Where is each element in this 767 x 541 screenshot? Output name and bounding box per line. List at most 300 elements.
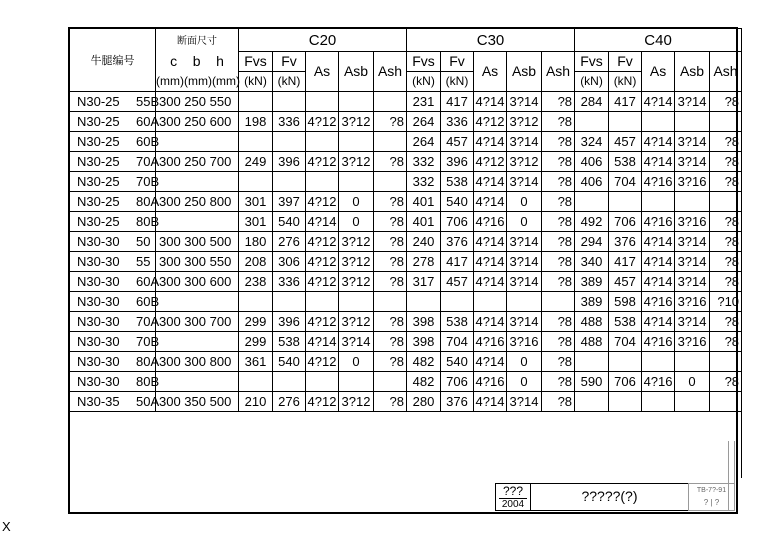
value-cell-c40-ash: ?8 [710, 212, 742, 232]
value-cell-c20-ash: ?8 [374, 312, 407, 332]
value-cell-c20-asb: 3?12 [339, 232, 374, 252]
value-cell-c30-fvs: 317 [407, 272, 441, 292]
value-cell-c20-asb: 3?12 [339, 392, 374, 412]
value-cell-c40-fv: 457 [609, 272, 642, 292]
value-cell-c40-as: 4?16 [642, 332, 675, 352]
table-row [70, 112, 742, 132]
title-code-year: 2004 [499, 498, 527, 510]
corbel-id: N30-30 [77, 234, 120, 249]
value-cell-c20-fvs [239, 92, 273, 112]
section-size-label: 断面尺寸 [177, 35, 217, 47]
corbel-id-cell [70, 212, 160, 232]
value-cell-c20-ash: ?8 [374, 272, 407, 292]
value-cell-c20-fv [273, 132, 306, 152]
value-cell-c40-ash: ?8 [710, 272, 742, 292]
value-cell-c20-as: 4?14 [306, 212, 339, 232]
value-cell-c30-ash: ?8 [542, 92, 575, 112]
value-cell-c20-ash [374, 132, 407, 152]
corbel-suffix: 80A [136, 354, 160, 369]
corbel-id-cell [70, 172, 160, 192]
value-cell-c30-fvs: 401 [407, 212, 441, 232]
col-asb-c30: Asb [507, 52, 542, 92]
value-cell-c30-fvs: 398 [407, 332, 441, 352]
value-cell-c20-ash [374, 292, 407, 312]
value-cell-c30-asb: 3?12 [507, 152, 542, 172]
corbel-id: N30-30 [77, 374, 120, 389]
corbel-id: N30-25 [77, 114, 120, 129]
value-cell-c30-fvs: 332 [407, 152, 441, 172]
value-cell-c30-fvs: 398 [407, 312, 441, 332]
value-cell-c30-fv: 417 [441, 252, 474, 272]
sheet-code: TB-7?-91 [696, 487, 727, 494]
value-cell-c40-asb: 3?14 [675, 92, 710, 112]
value-cell-c20-fv: 538 [273, 332, 306, 352]
corbel-id: N30-30 [77, 274, 120, 289]
value-cell-c40-fv [609, 112, 642, 132]
corbel-id: N30-30 [77, 334, 120, 349]
value-cell-c40-fvs: 294 [575, 232, 609, 252]
value-cell-c20-fv: 396 [273, 312, 306, 332]
section-dims-cell: 300 250 700 [156, 152, 239, 172]
table-row [70, 272, 742, 292]
value-cell-c30-asb: 3?14 [507, 252, 542, 272]
corbel-id: N30-30 [77, 294, 120, 309]
value-cell-c30-as: 4?16 [474, 212, 507, 232]
value-cell-c20-fvs: 301 [239, 192, 273, 212]
corbel-id-cell [70, 352, 160, 372]
value-cell-c20-fvs [239, 172, 273, 192]
section-dims-cell [156, 172, 239, 192]
value-cell-c40-fv: 538 [609, 312, 642, 332]
value-cell-c40-fv: 704 [609, 332, 642, 352]
value-cell-c20-fvs: 299 [239, 332, 273, 352]
value-cell-c20-asb: 3?14 [339, 332, 374, 352]
value-cell-c40-ash: ?8 [710, 92, 742, 112]
corbel-id-cell [70, 332, 160, 352]
value-cell-c40-fv: 706 [609, 372, 642, 392]
value-cell-c30-asb: 3?14 [507, 272, 542, 292]
col-ash-c40: Ash [710, 52, 742, 92]
section-dims-cell [156, 212, 239, 232]
value-cell-c40-as: 4?14 [642, 272, 675, 292]
unit-fv-c30: (kN) [441, 72, 474, 92]
value-cell-c30-as: 4?14 [474, 132, 507, 152]
header-row-grades [70, 29, 742, 52]
value-cell-c40-fvs: 284 [575, 92, 609, 112]
value-cell-c30-ash: ?8 [542, 272, 575, 292]
value-cell-c40-ash: ?8 [710, 372, 742, 392]
corbel-id: N30-25 [77, 194, 120, 209]
corbel-suffix: 50A [136, 394, 160, 409]
corbel-id-cell [70, 392, 160, 412]
table-row [70, 152, 742, 172]
col-asb-c20: Asb [339, 52, 374, 92]
value-cell-c30-asb: 0 [507, 352, 542, 372]
value-cell-c30-as: 4?14 [474, 352, 507, 372]
table-row [70, 92, 742, 112]
col-fvs-c30: Fvs [407, 52, 441, 72]
crop-mark [734, 441, 735, 511]
value-cell-c40-ash: ?8 [710, 172, 742, 192]
value-cell-c20-ash: ?8 [374, 252, 407, 272]
value-cell-c30-asb: 3?14 [507, 312, 542, 332]
value-cell-c30-ash: ?8 [542, 332, 575, 352]
value-cell-c20-fv: 276 [273, 232, 306, 252]
value-cell-c40-asb [675, 392, 710, 412]
value-cell-c20-fvs: 210 [239, 392, 273, 412]
value-cell-c40-ash: ?8 [710, 152, 742, 172]
table-row [70, 352, 742, 372]
value-cell-c40-asb [675, 112, 710, 132]
dim-h: h [216, 53, 224, 69]
value-cell-c40-asb: 3?14 [675, 152, 710, 172]
value-cell-c20-fvs: 208 [239, 252, 273, 272]
value-cell-c40-fvs: 492 [575, 212, 609, 232]
value-cell-c30-ash: ?8 [542, 192, 575, 212]
value-cell-c20-fvs: 299 [239, 312, 273, 332]
value-cell-c40-fvs [575, 112, 609, 132]
value-cell-c40-as: 4?16 [642, 372, 675, 392]
unit-b: (mm) [183, 73, 212, 88]
value-cell-c20-asb [339, 172, 374, 192]
dims-letters [156, 52, 239, 72]
value-cell-c20-as: 4?12 [306, 152, 339, 172]
value-cell-c40-fvs [575, 392, 609, 412]
value-cell-c20-ash: ?8 [374, 352, 407, 372]
value-cell-c40-fv: 706 [609, 212, 642, 232]
value-cell-c20-ash: ?8 [374, 152, 407, 172]
value-cell-c20-as [306, 172, 339, 192]
value-cell-c20-fvs [239, 292, 273, 312]
value-cell-c30-ash: ?8 [542, 112, 575, 132]
value-cell-c40-as [642, 112, 675, 132]
crop-mark [728, 441, 729, 511]
value-cell-c20-as [306, 372, 339, 392]
value-cell-c30-fv: 706 [441, 372, 474, 392]
section-dims-cell: 300 300 600 [156, 272, 239, 292]
corbel-suffix: 80B [136, 214, 160, 229]
corbel-id-cell [70, 272, 160, 292]
header-row-cols [70, 52, 742, 72]
value-cell-c40-fvs [575, 352, 609, 372]
value-cell-c30-ash: ?8 [542, 172, 575, 192]
title-block [495, 483, 735, 511]
corbel-suffix: 70A [136, 314, 160, 329]
corbel-suffix: 60A [136, 274, 160, 289]
value-cell-c40-as: 4?14 [642, 132, 675, 152]
value-cell-c20-as: 4?14 [306, 332, 339, 352]
corbel-id-cell [70, 252, 156, 272]
value-cell-c40-ash [710, 112, 742, 132]
value-cell-c20-asb: 3?12 [339, 252, 374, 272]
corbel-id: N30-25 [77, 174, 120, 189]
value-cell-c30-ash: ?8 [542, 252, 575, 272]
corbel-suffix: 55 [136, 254, 151, 269]
value-cell-c30-ash: ?8 [542, 212, 575, 232]
value-cell-c30-asb: 3?14 [507, 92, 542, 112]
corbel-id: N30-30 [77, 314, 120, 329]
corbel-id: N30-25 [77, 154, 120, 169]
corbel-id-cell [70, 112, 160, 132]
value-cell-c40-fvs: 488 [575, 332, 609, 352]
value-cell-c40-fvs: 590 [575, 372, 609, 392]
value-cell-c20-fvs: 238 [239, 272, 273, 292]
value-cell-c30-fv: 540 [441, 192, 474, 212]
col-ash-c20: Ash [374, 52, 407, 92]
value-cell-c40-as: 4?14 [642, 152, 675, 172]
value-cell-c40-asb: 3?14 [675, 312, 710, 332]
value-cell-c20-fv [273, 292, 306, 312]
value-cell-c40-fvs [575, 192, 609, 212]
unit-h: (mm) [211, 73, 240, 88]
value-cell-c30-fv: 417 [441, 92, 474, 112]
value-cell-c20-fvs [239, 372, 273, 392]
value-cell-c30-ash: ?8 [542, 132, 575, 152]
corbel-id: N30-25 [77, 94, 120, 109]
corbel-id: N30-25 [77, 134, 120, 149]
value-cell-c40-as [642, 192, 675, 212]
table-row [70, 192, 742, 212]
value-cell-c40-fvs: 389 [575, 292, 609, 312]
value-cell-c20-asb [339, 372, 374, 392]
corbel-id-label: 牛腿编号 [90, 54, 135, 67]
value-cell-c20-asb: 0 [339, 192, 374, 212]
corbel-suffix: 60A [136, 114, 160, 129]
value-cell-c30-asb [507, 292, 542, 312]
value-cell-c20-fv: 397 [273, 192, 306, 212]
value-cell-c30-asb: 3?16 [507, 332, 542, 352]
value-cell-c40-fv: 457 [609, 132, 642, 152]
value-cell-c20-asb: 3?12 [339, 152, 374, 172]
col-fvs-c40: Fvs [575, 52, 609, 72]
value-cell-c30-fv: 396 [441, 152, 474, 172]
table-row [70, 232, 742, 252]
dim-c: c [170, 53, 178, 69]
value-cell-c20-ash [374, 172, 407, 192]
value-cell-c30-fv: 706 [441, 212, 474, 232]
value-cell-c30-fvs: 280 [407, 392, 441, 412]
value-cell-c40-fv: 538 [609, 152, 642, 172]
value-cell-c40-asb: 3?16 [675, 172, 710, 192]
corbel-id-cell [70, 92, 160, 112]
value-cell-c20-as: 4?12 [306, 252, 339, 272]
value-cell-c30-asb: 0 [507, 192, 542, 212]
drawing-name: ?????(?) [530, 483, 689, 511]
value-cell-c40-asb: 0 [675, 372, 710, 392]
value-cell-c20-ash: ?8 [374, 212, 407, 232]
section-dims-cell: 300 300 550 [156, 252, 239, 272]
value-cell-c20-fvs: 198 [239, 112, 273, 132]
dim-b: b [192, 53, 201, 69]
value-cell-c40-asb: 3?14 [675, 132, 710, 152]
value-cell-c40-as: 4?14 [642, 312, 675, 332]
corbel-suffix: 55B [136, 94, 160, 109]
value-cell-c30-fv [441, 292, 474, 312]
value-cell-c20-as: 4?12 [306, 192, 339, 212]
table-row [70, 372, 742, 392]
value-cell-c20-as: 4?12 [306, 352, 339, 372]
table-row [70, 212, 742, 232]
value-cell-c20-as [306, 92, 339, 112]
value-cell-c40-as: 4?16 [642, 292, 675, 312]
value-cell-c40-as: 4?16 [642, 212, 675, 232]
section-size-header [156, 29, 239, 52]
value-cell-c30-fvs: 401 [407, 192, 441, 212]
value-cell-c20-fvs: 180 [239, 232, 273, 252]
value-cell-c40-fvs: 488 [575, 312, 609, 332]
value-cell-c40-fv: 417 [609, 92, 642, 112]
value-cell-c30-fv: 376 [441, 232, 474, 252]
title-code-top: ??? [502, 484, 524, 498]
value-cell-c20-fv: 540 [273, 212, 306, 232]
corbel-id-header [70, 29, 156, 92]
value-cell-c20-fv: 276 [273, 392, 306, 412]
value-cell-c30-as: 4?14 [474, 272, 507, 292]
value-cell-c20-as: 4?12 [306, 312, 339, 332]
col-as-c20: As [306, 52, 339, 92]
col-as-c40: As [642, 52, 675, 92]
unit-fv-c20: (kN) [273, 72, 306, 92]
section-dims-cell [156, 332, 239, 352]
value-cell-c40-fvs: 406 [575, 172, 609, 192]
corbel-table [69, 28, 742, 478]
value-cell-c30-ash: ?8 [542, 392, 575, 412]
value-cell-c30-fvs: 278 [407, 252, 441, 272]
value-cell-c30-ash: ?8 [542, 152, 575, 172]
value-cell-c20-asb [339, 92, 374, 112]
corbel-suffix: 60B [136, 294, 160, 309]
value-cell-c20-as: 4?12 [306, 392, 339, 412]
section-dims-cell [156, 292, 239, 312]
value-cell-c20-fvs: 301 [239, 212, 273, 232]
value-cell-c30-asb: 3?14 [507, 132, 542, 152]
value-cell-c30-as [474, 292, 507, 312]
value-cell-c40-fv [609, 392, 642, 412]
col-fv-c30: Fv [441, 52, 474, 72]
corbel-id: N30-30 [77, 354, 120, 369]
corbel-suffix: 60B [136, 134, 160, 149]
value-cell-c40-asb: 3?16 [675, 212, 710, 232]
value-cell-c30-as: 4?14 [474, 192, 507, 212]
corbel-id: N30-30 [77, 254, 120, 269]
value-cell-c30-fv: 457 [441, 132, 474, 152]
value-cell-c20-fv: 336 [273, 272, 306, 292]
value-cell-c30-fv: 540 [441, 352, 474, 372]
value-cell-c20-asb: 0 [339, 212, 374, 232]
value-cell-c30-fv: 538 [441, 172, 474, 192]
col-ash-c30: Ash [542, 52, 575, 92]
value-cell-c30-asb: 0 [507, 372, 542, 392]
value-cell-c40-ash: ?8 [710, 232, 742, 252]
value-cell-c30-fvs: 482 [407, 372, 441, 392]
value-cell-c40-fvs: 389 [575, 272, 609, 292]
value-cell-c30-as: 4?12 [474, 112, 507, 132]
value-cell-c20-ash: ?8 [374, 332, 407, 352]
corbel-suffix: 80B [136, 374, 160, 389]
value-cell-c30-ash: ?8 [542, 352, 575, 372]
unit-fvs-c20: (kN) [239, 72, 273, 92]
value-cell-c20-as: 4?12 [306, 232, 339, 252]
value-cell-c20-asb: 0 [339, 352, 374, 372]
section-dims-cell: 300 250 600 [156, 112, 239, 132]
value-cell-c40-ash: ?10 [710, 292, 742, 312]
value-cell-c30-fvs: 264 [407, 132, 441, 152]
value-cell-c20-ash: ?8 [374, 232, 407, 252]
value-cell-c20-fvs: 361 [239, 352, 273, 372]
value-cell-c20-ash: ?8 [374, 192, 407, 212]
value-cell-c20-ash: ?8 [374, 392, 407, 412]
corbel-id-cell [70, 372, 160, 392]
value-cell-c40-fvs: 324 [575, 132, 609, 152]
value-cell-c30-as: 4?14 [474, 92, 507, 112]
value-cell-c30-fv: 336 [441, 112, 474, 132]
value-cell-c40-as: 4?14 [642, 252, 675, 272]
value-cell-c40-asb: 3?14 [675, 252, 710, 272]
value-cell-c40-fv: 704 [609, 172, 642, 192]
value-cell-c20-ash: ?8 [374, 112, 407, 132]
corbel-suffix: 70B [136, 334, 160, 349]
table-row [70, 332, 742, 352]
corbel-suffix: 70B [136, 174, 160, 189]
value-cell-c20-fvs [239, 132, 273, 152]
unit-fvs-c30: (kN) [407, 72, 441, 92]
title-block-code [495, 483, 531, 511]
grade-header-c30: C30 [407, 29, 575, 52]
value-cell-c20-fv: 306 [273, 252, 306, 272]
value-cell-c40-ash [710, 392, 742, 412]
value-cell-c20-asb [339, 292, 374, 312]
value-cell-c20-fv: 540 [273, 352, 306, 372]
value-cell-c30-ash [542, 292, 575, 312]
table-row [70, 132, 742, 152]
value-cell-c40-fv [609, 352, 642, 372]
value-cell-c40-asb [675, 192, 710, 212]
section-dims-cell: 300 300 500 [156, 232, 239, 252]
value-cell-c20-asb: 3?12 [339, 112, 374, 132]
value-cell-c30-fvs [407, 292, 441, 312]
value-cell-c20-ash [374, 372, 407, 392]
value-cell-c20-ash [374, 92, 407, 112]
col-as-c30: As [474, 52, 507, 92]
section-dims-cell [156, 132, 239, 152]
value-cell-c30-fvs: 482 [407, 352, 441, 372]
value-cell-c40-fvs: 406 [575, 152, 609, 172]
corbel-id: N30-25 [77, 214, 120, 229]
corbel-id-cell [70, 192, 160, 212]
value-cell-c40-asb [675, 352, 710, 372]
value-cell-c30-as: 4?14 [474, 392, 507, 412]
col-fv-c20: Fv [273, 52, 306, 72]
dims-units [156, 72, 239, 92]
corbel-id-cell [70, 232, 156, 252]
value-cell-c40-asb: 3?16 [675, 292, 710, 312]
unit-c: (mm) [156, 73, 184, 88]
value-cell-c20-fv [273, 172, 306, 192]
value-cell-c30-ash: ?8 [542, 312, 575, 332]
value-cell-c30-as: 4?14 [474, 172, 507, 192]
value-cell-c20-fv: 396 [273, 152, 306, 172]
value-cell-c20-asb: 3?12 [339, 312, 374, 332]
value-cell-c20-fv [273, 372, 306, 392]
grade-header-c20: C20 [239, 29, 407, 52]
value-cell-c20-fvs: 249 [239, 152, 273, 172]
value-cell-c30-as: 4?14 [474, 232, 507, 252]
value-cell-c30-fvs: 231 [407, 92, 441, 112]
value-cell-c30-asb: 3?14 [507, 392, 542, 412]
value-cell-c30-asb: 3?14 [507, 172, 542, 192]
section-dims-cell: 300 250 550 [156, 92, 239, 112]
corbel-id-cell [70, 132, 160, 152]
